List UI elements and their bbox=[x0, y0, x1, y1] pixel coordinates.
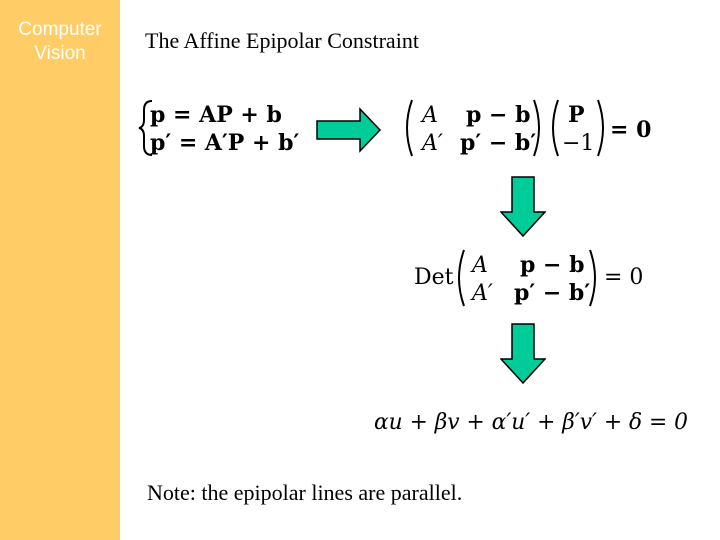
equation-line1: p = AP + b bbox=[150, 102, 282, 128]
slide-title: The Affine Epipolar Constraint bbox=[145, 28, 419, 53]
equation-matrix-product bbox=[402, 96, 662, 164]
det-rhs: = 0 bbox=[604, 265, 644, 290]
sidebar-title-line2: Vision bbox=[34, 43, 86, 64]
sidebar-title bbox=[0, 18, 120, 66]
note-text: Note: the epipolar lines are parallel. bbox=[147, 480, 463, 505]
det-cell-a-prime: A′ bbox=[472, 281, 493, 306]
sidebar bbox=[0, 0, 120, 540]
equation-line2: p′ = A′P + b′ bbox=[150, 130, 300, 156]
final-equation-text: αu + βv + α′u′ + β′v′ + δ = 0 bbox=[374, 410, 688, 435]
matrix-cell-p-prime-minus-b-prime: p′ − b′ bbox=[460, 130, 537, 156]
matrix-product-rhs: = 0 bbox=[610, 117, 652, 143]
det-operator: Det bbox=[414, 265, 454, 290]
vector-cell-p: P bbox=[568, 102, 585, 128]
det-cell-p-prime-minus-b-prime: p′ − b′ bbox=[514, 280, 591, 306]
vector-cell-minus-one: −1 bbox=[562, 131, 595, 156]
matrix-cell-p-minus-b: p − b bbox=[466, 102, 531, 128]
right-arrow-icon bbox=[316, 107, 382, 158]
equation-final bbox=[374, 402, 704, 440]
matrix-cell-a-prime: A′ bbox=[422, 131, 443, 156]
equation-determinant bbox=[414, 244, 654, 314]
det-cell-p-minus-b: p − b bbox=[520, 252, 585, 278]
equation-system bbox=[140, 98, 300, 162]
down-arrow-icon bbox=[500, 323, 546, 390]
det-cell-a: A bbox=[472, 253, 488, 278]
sidebar-title-line1: Computer bbox=[18, 19, 102, 40]
down-arrow-icon bbox=[500, 176, 546, 243]
matrix-cell-a: A bbox=[422, 103, 438, 128]
